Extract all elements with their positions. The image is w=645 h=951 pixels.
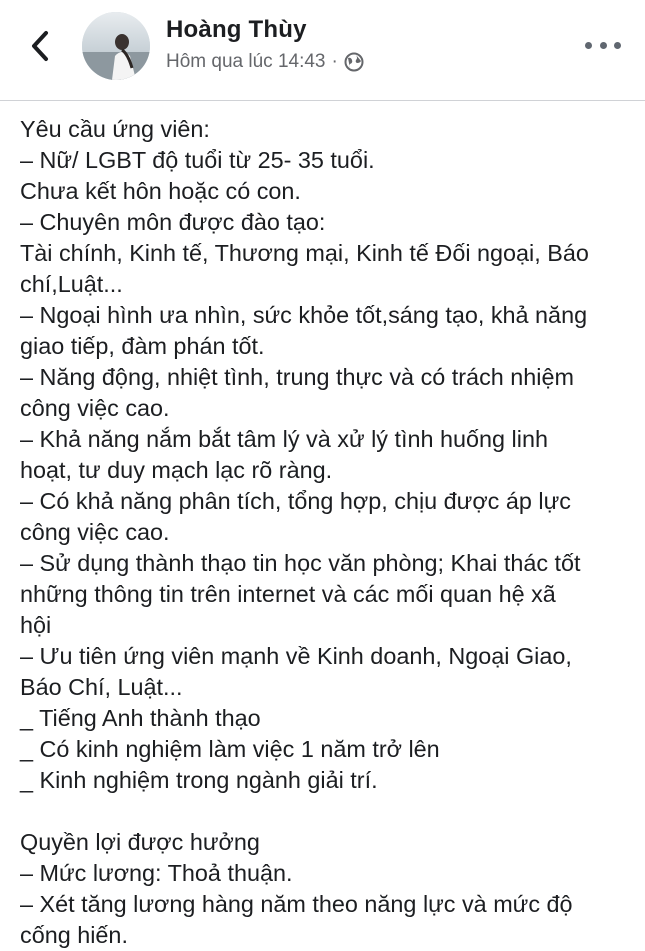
post-line: những thông tin trên internet và các mối quan hệ xã [20,581,556,607]
post-body [20,100,630,951]
post-line: hội [20,612,52,638]
post-line: – Ngoại hình ưa nhìn, sức khỏe tốt,sáng tạo, khả năng [20,302,588,328]
post-line: – Nữ/ LGBT độ tuổi từ 25- 35 tuổi. [20,147,375,173]
meta-separator: · [331,51,338,72]
post-line: Báo Chí, Luật... [20,674,183,700]
post-line: – Ưu tiên ứng viên mạnh về Kinh doanh, Ngoại Giao, [20,643,572,669]
post-line: _ Có kinh nghiệm làm việc 1 năm trở lên [20,736,440,762]
post-line: – Xét tăng lương hàng năm theo năng lực và mức độ [20,891,573,917]
avatar[interactable] [82,12,150,80]
globe-icon [344,52,364,72]
post-line: Tài chính, Kinh tế, Thương mại, Kinh tế Đối ngoại, Báo [20,240,589,266]
post-line: – Sử dụng thành thạo tin học văn phòng; Khai thác tốt [20,550,581,576]
post-line: giao tiếp, đàm phán tốt. [20,333,265,359]
post-line-blank [20,796,630,827]
post-line: _ Tiếng Anh thành thạo [20,705,261,731]
post-meta [166,51,364,73]
post-timestamp[interactable]: Hôm qua lúc 14:43 [166,51,326,72]
post-header [0,0,645,101]
post-line: – Mức lương: Thoả thuận. [20,860,293,886]
more-dot [614,42,621,49]
post-line: công việc cao. [20,519,170,545]
more-options-button[interactable] [585,30,621,60]
post-line: _ Kinh nghiệm trong ngành giải trí. [20,767,378,793]
post-line: Quyền lợi được hưởng [20,829,260,855]
post-line: hoạt, tư duy mạch lạc rõ ràng. [20,457,333,483]
back-button[interactable] [20,25,60,67]
post-line: công việc cao. [20,395,170,421]
more-dot [585,42,592,49]
chevron-left-icon [30,30,50,62]
post-line: – Năng động, nhiệt tình, trung thực và có trách nhiệm [20,364,574,390]
post-line: Chưa kết hôn hoặc có con. [20,178,301,204]
post-line: – Chuyên môn được đào tạo: [20,209,326,235]
post-line: Yêu cầu ứng viên: [20,116,210,142]
post-line: – Có khả năng phân tích, tổng hợp, chịu được áp lực [20,488,571,514]
post-line: cống hiến. [20,922,128,948]
post-top-spacer [20,100,630,114]
more-dot [600,42,607,49]
post-line: – Khả năng nắm bắt tâm lý và xử lý tình huống linh [20,426,548,452]
avatar-image [82,12,150,80]
author-name[interactable]: Hoàng Thùy [166,16,307,43]
post-line: chí,Luật... [20,271,123,297]
